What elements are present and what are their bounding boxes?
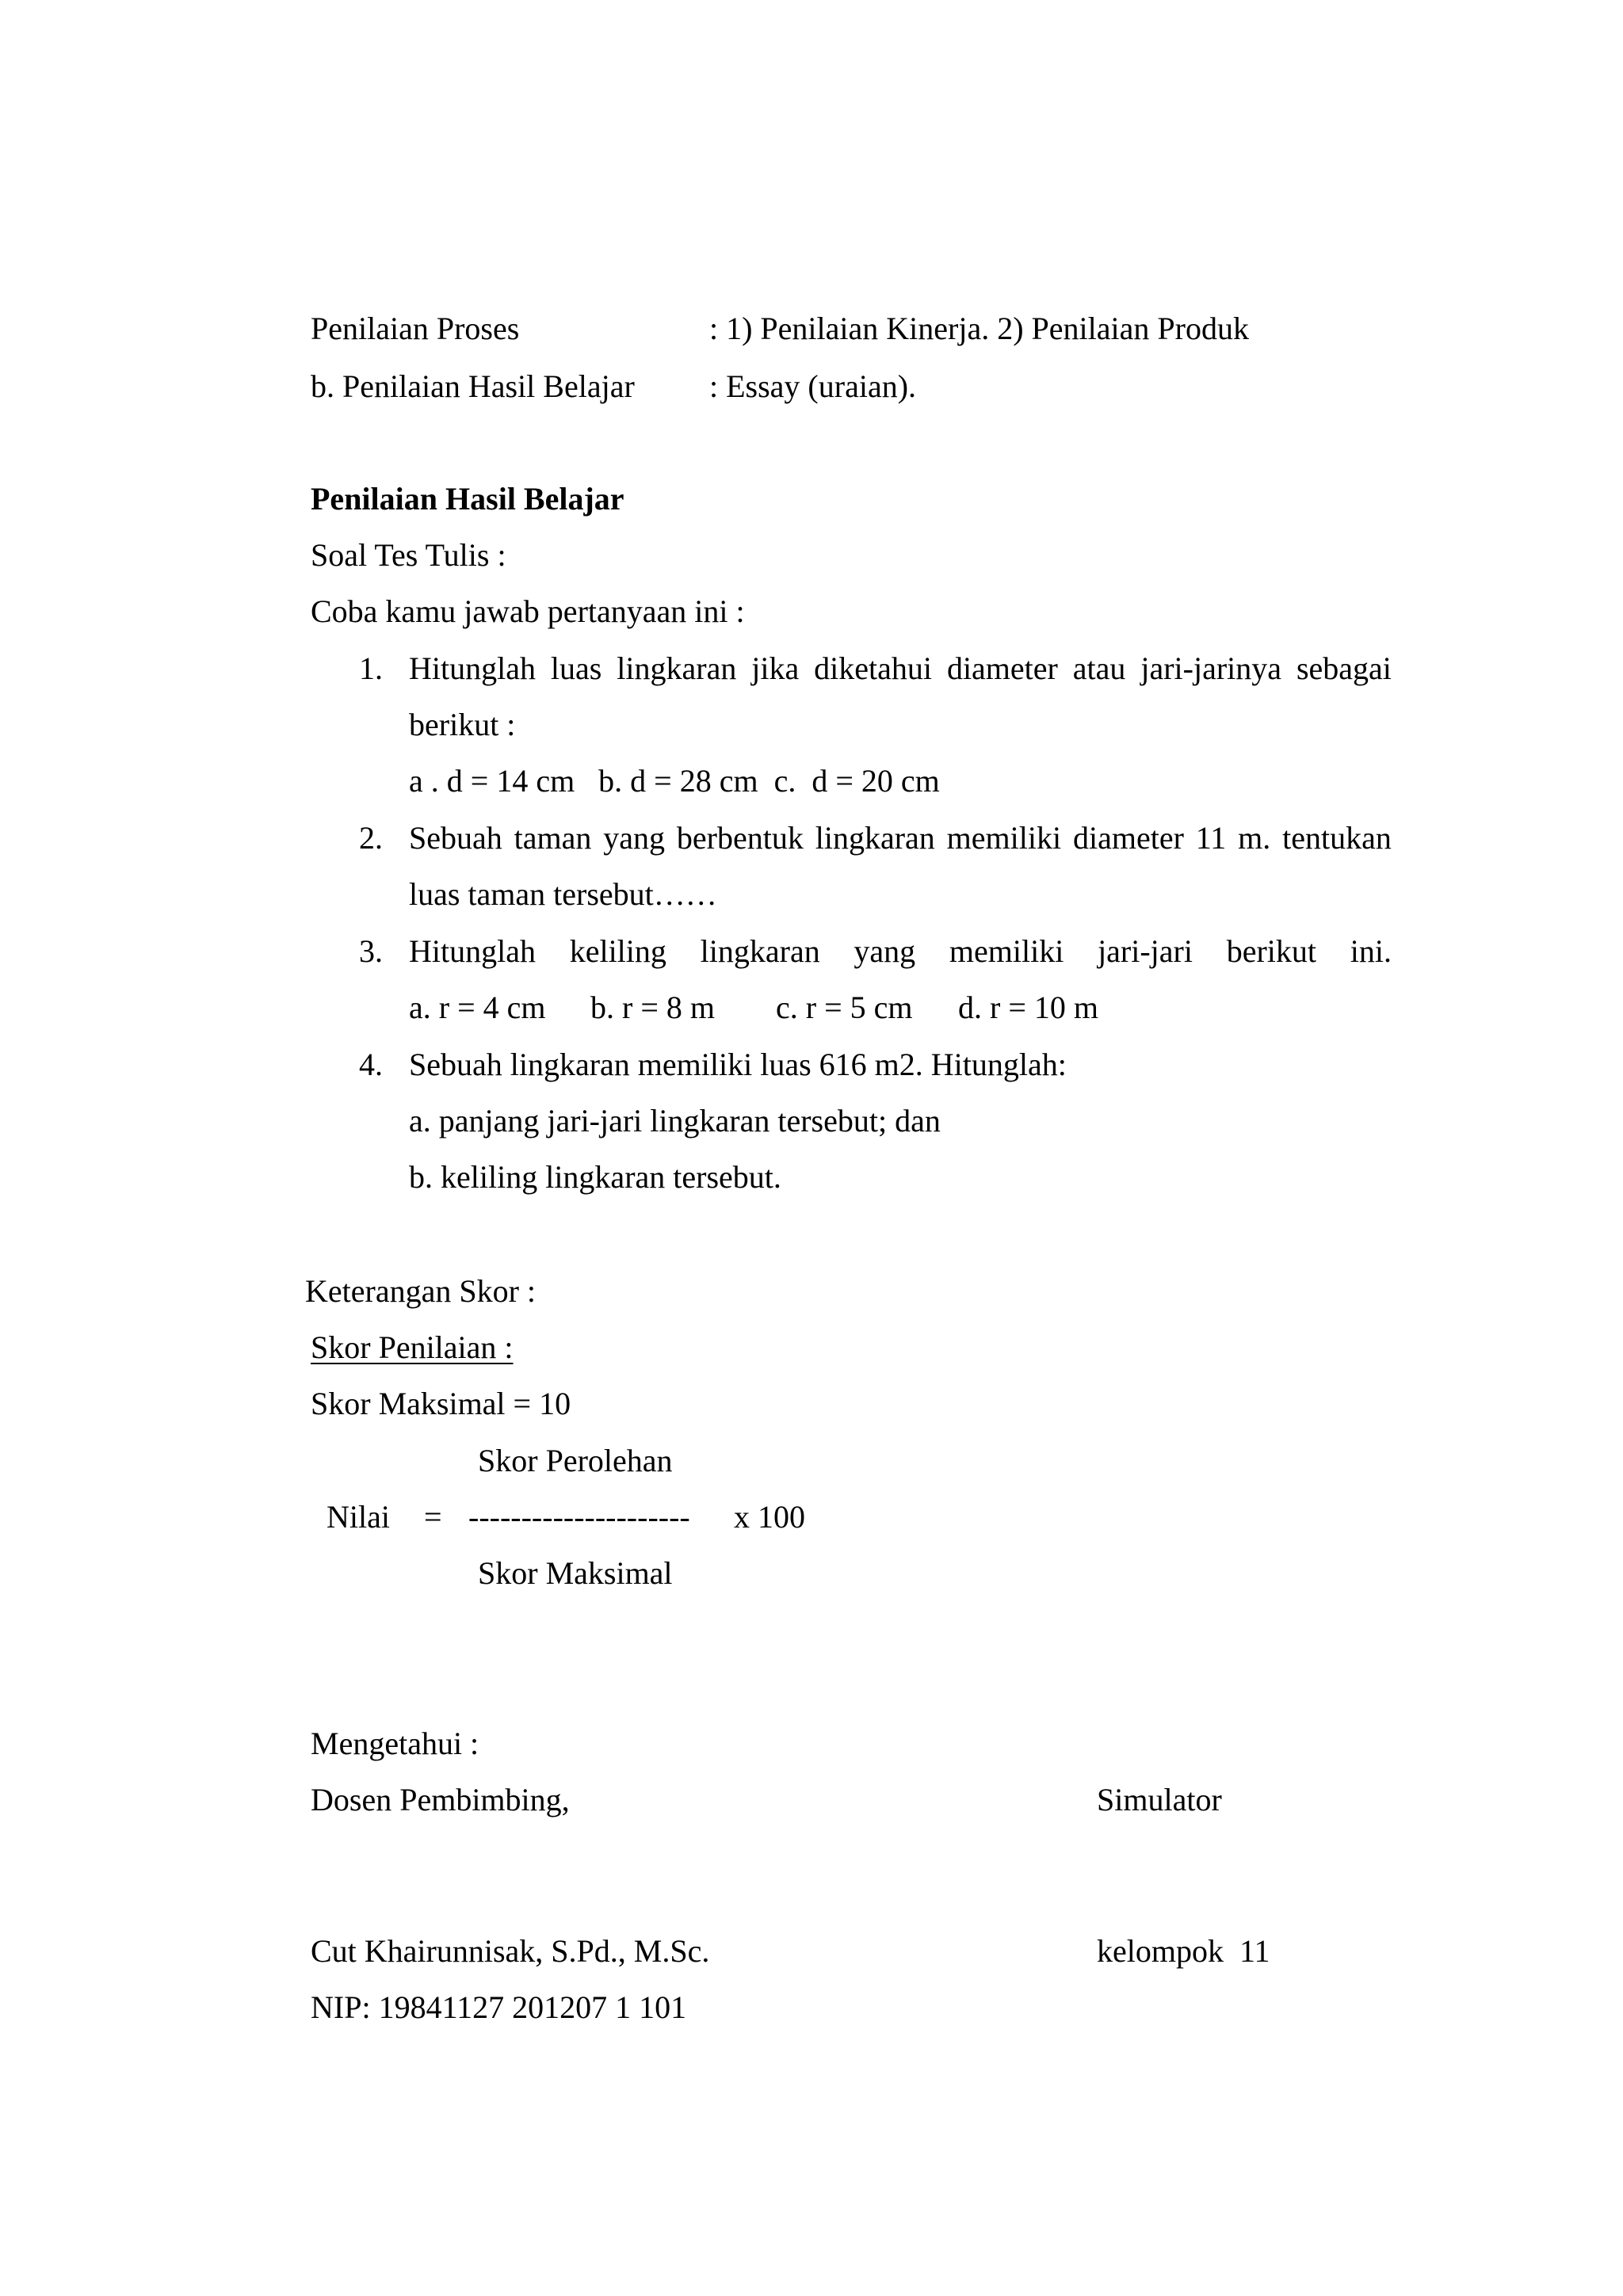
question-3-line1 — [409, 933, 1392, 969]
word: diketahui — [814, 650, 933, 686]
word: taman — [514, 820, 592, 856]
formula-multiplier: x 100 — [734, 1499, 805, 1535]
word: atau — [1072, 650, 1126, 686]
question-4-sub-b: b. keliling lingkaran tersebut. — [409, 1159, 781, 1195]
formula-equals: = — [424, 1499, 442, 1535]
question-1-options: a . d = 14 cm b. d = 28 cm c. d = 20 cm — [409, 763, 940, 799]
word: 11 — [1195, 820, 1227, 856]
penilaian-proses-value: : 1) Penilaian Kinerja. 2) Penilaian Produk — [709, 311, 1249, 346]
question-2-number: 2. — [359, 820, 383, 856]
question-3-option-a: a. r = 4 cm — [409, 990, 546, 1025]
kelompok: kelompok 11 — [1097, 1933, 1270, 1969]
penilaian-hasil-label: b. Penilaian Hasil Belajar — [311, 368, 635, 404]
dosen-pembimbing: Dosen Pembimbing, — [311, 1782, 570, 1817]
keterangan-skor: Keterangan Skor : — [305, 1273, 537, 1309]
formula-numerator: Skor Perolehan — [478, 1443, 673, 1478]
word: luas — [550, 650, 602, 686]
section-title: Penilaian Hasil Belajar — [311, 481, 624, 517]
word: keliling — [569, 933, 666, 969]
word: memiliki — [946, 820, 1062, 856]
question-3-option-d: d. r = 10 m — [958, 990, 1098, 1025]
word: diameter — [946, 650, 1058, 686]
nip: NIP: 19841127 201207 1 101 — [311, 1989, 687, 2025]
question-3-option-b: b. r = 8 m — [590, 990, 715, 1025]
word: yang — [854, 933, 916, 969]
question-1-line1 — [409, 650, 1392, 686]
question-4-sub-a: a. panjang jari-jari lingkaran tersebut; dan — [409, 1103, 941, 1138]
question-1-line2: berikut : — [409, 707, 516, 742]
word: jari-jari — [1098, 933, 1193, 969]
penilaian-proses-label: Penilaian Proses — [311, 311, 520, 346]
word: diameter — [1072, 820, 1184, 856]
formula-denominator: Skor Maksimal — [478, 1555, 673, 1591]
word: Hitunglah — [409, 933, 536, 969]
dosen-name: Cut Khairunnisak, S.Pd., M.Sc. — [311, 1933, 710, 1969]
section-subtitle: Soal Tes Tulis : — [311, 537, 506, 573]
question-1-number: 1. — [359, 650, 383, 686]
penilaian-hasil-value: : Essay (uraian). — [709, 368, 917, 404]
word: Sebuah — [409, 820, 502, 856]
word: ini. — [1350, 933, 1392, 969]
word: lingkaran — [700, 933, 820, 969]
skor-maksimal: Skor Maksimal = 10 — [311, 1386, 571, 1421]
question-2-line1 — [409, 822, 1392, 854]
word: jari-jarinya — [1140, 650, 1282, 686]
word: berbentuk — [676, 820, 804, 856]
question-4-number: 4. — [359, 1047, 383, 1082]
formula-fraction-line: --------------------- — [468, 1499, 690, 1535]
word: jika — [751, 650, 800, 686]
question-3-option-c: c. r = 5 cm — [776, 990, 913, 1025]
question-4-line1: Sebuah lingkaran memiliki luas 616 m2. Hitunglah: — [409, 1047, 1067, 1082]
word: m. — [1238, 820, 1271, 856]
question-3-number: 3. — [359, 933, 383, 969]
section-intro: Coba kamu jawab pertanyaan ini : — [311, 593, 745, 629]
word: tentukan — [1282, 820, 1392, 856]
word: lingkaran — [815, 820, 935, 856]
word: Hitunglah — [409, 650, 536, 686]
word: memiliki — [949, 933, 1064, 969]
question-2-line2: luas taman tersebut…… — [409, 876, 717, 912]
word: lingkaran — [617, 650, 737, 686]
skor-penilaian-heading: Skor Penilaian : — [311, 1329, 514, 1365]
simulator: Simulator — [1097, 1782, 1222, 1817]
word: berikut — [1226, 933, 1317, 969]
mengetahui: Mengetahui : — [311, 1726, 479, 1761]
word: sebagai — [1296, 650, 1392, 686]
formula-nilai: Nilai — [327, 1499, 390, 1535]
word: yang — [603, 820, 666, 856]
